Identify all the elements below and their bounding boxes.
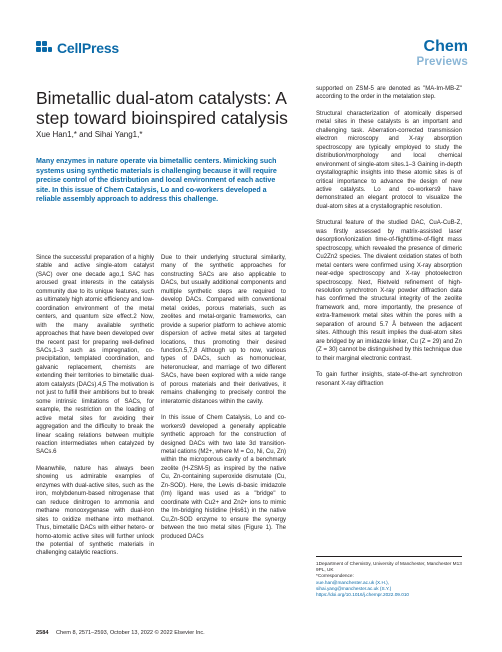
cellpress-logo [36,40,119,56]
body-column-1 [36,254,154,566]
footnote-divider [316,556,462,557]
page-footer [36,630,205,636]
email-link-1[interactable]: xue.han@manchester.ac.uk (X.H.), [316,579,390,585]
article-abstract: Many enzymes in nature operate via bimetallic centers. Mimicking such systems using synthetic materials is challenging because it will require precise control of the distribution and local environment of each active site. In this issue of Chem Catalysis, Lo and co-workers developed a reliable assembly approach to address this challenge. [36,157,277,204]
paragraph: Since the successful preparation of a highly stable and active single-atom catalyst (SAC) over one decade ago,1 SAC has aroused great interests in the catalysis community due to its unique features, such as ultimately high atomic efficiency and low-coordination environment of the metal centers, and quantum size effect.2 Now, with the many available synthetic approaches that have been developed over the recent past for preparing well-defined SACs,1–3 such as impregnation, co-precipitation, templated coordination, and galvanic replacement, chemists are extending their territories to bimetallic dual-atom catalysts (DACs).4,5 The motivation is not just to fulfill their ambitions but to break some intrinsic limitations of SACs, for example, the restriction on the loading of active metal sites for avoiding their aggregation and the difficulty to break the linear scaling relations between multiple reaction intermediates when catalyzed by SACs.6 [36,255,154,456]
paragraph: Structural characterization of atomically dispersed metal sites in these catalysts is an important and challenging task. Aberration-corrected transmission electron microscopy and X-ray absorption spectroscopy are typically employed to study the distribution/morphology and local chemical environment of single-atom sites.1–3 Gaining in-depth crystallographic insights into these atomic sites is of critical importance to advance the design of new active catalysts. Lo and co-workers9 have demonstrated an elegant protocol to visualize the dual-atom sites at a crystallographic resolution. [316,110,462,210]
article-authors [36,130,142,139]
page-number: 2584 [36,630,49,636]
paragraph: Meanwhile, nature has always been showing us admirable examples of enzymes with dual-active sites, such as the iron, molybdenum-based nitrogenase that can reduce dinitrogen to ammonia and methane monooxygenase with dual-iron sites to oxidize methane into methanol. Thus, bimetallic DACs with either hetero- or homo-atomic active sites will further unlock the potential of synthetic materials in challenging catalytic reactions. [36,465,154,557]
paragraph: Structural feature of the studied DAC, CuA-CuB-Z, was firstly assessed by matrix-assisted laser desorption/ionization time-of-flight/time-of-flight mass spectroscopy, which revealed the presence of dimeric Cu2Zn2 species. The divalent oxidation states of both metal centers were confirmed using X-ray absorption near-edge spectroscopy and X-ray photoelectron spectroscopy. Next, Rietveld refinement of high-resolution synchrotron X-ray powder diffraction data has confirmed the structural integrity of the zeolite framework and, more importantly, the presence of extra-framework metal sites within the pores with a separation of around 5.7 Å between the adjacent sites. Although this result implies the dual-atom sites are bridged by an imidazole linker, Cu (Z = 29) and Zn (Z = 30) cannot be distinguished by this technique due to their marginal electronic contrast. [316,220,462,362]
footnotes [316,561,462,598]
author-list: Xue Han1,* and Sihai Yang1,* [36,130,143,139]
journal-header [417,38,468,69]
paragraph: Due to their underlying structural similarity, many of the synthetic approaches for constructing SACs are also applicable to DACs, but usually additional components and multiple synthetic steps are required to develop DACs. Compared with conventional metal oxides, porous materials, such as zeolites and metal-organic frameworks, can provide a superior platform to achieve atomic dispersion of active metal sites at targeted locations, thus promoting their desired function.5,7,8 Although up to now, various types of DACs, such as homonuclear, heteronuclear, and marriage of two different SACs, have been explored with a wide range of porous materials and their derivatives, it remains challenging to precisely control the interatomic distances within the cavity. [161,255,286,405]
email-link-2[interactable]: sihai.yang@manchester.ac.uk (S.Y.) [316,585,392,591]
paragraph: To gain further insights, state-of-the-art synchrotron resonant X-ray diffraction [316,372,462,387]
doi-link[interactable]: https://doi.org/10.1016/j.chempr.2022.09.010 [316,592,410,598]
journal-name: Chem [423,38,468,55]
publisher-name: CellPress [57,40,120,56]
body-column-3 [316,85,462,396]
section-name: Previews [416,56,468,68]
paragraph: In this issue of Chem Catalysis, Lo and co-workers9 developed a generally applicable synthetic approach for the construction of designed DACs with two late 3d transition-metal cations (M2+, where M = Co, Ni, Cu, Zn) within the microporous cavity of a benchmark zeolite (H-ZSM-5) as inspired by the native Cu, Zn-containing superoxide dismutate (Cu, Zn-SOD). Here, the Lewis di-basic imidazole (Im) ligand was used as a "bridge" to coordinate with Cu2+ and Zn2+ ions to mimic the Im-bridging histidine (His61) in the native Cu,Zn-SOD enzyme to ensure the synergy between the two metal sites (Figure 1). The produced DACs [161,415,287,540]
correspondence-label: *Correspondence: [316,573,354,579]
paragraph: supported on ZSM-5 are denoted as "MA-Im-MB-Z" according to the order in the metalation step. [316,86,462,101]
body-column-2 [161,254,286,549]
article-title: Bimetallic dual-atom catalysts: A step toward bioinspired catalysis [36,88,288,128]
affiliation: 1Department of Chemistry, University of Manchester, Manchester M13 9PL, UK [316,561,462,573]
cellpress-mark-icon [36,41,53,55]
citation-line: Chem 8, 2571–2593, October 13, 2022 © 2022 Elsevier Inc. [56,630,205,636]
